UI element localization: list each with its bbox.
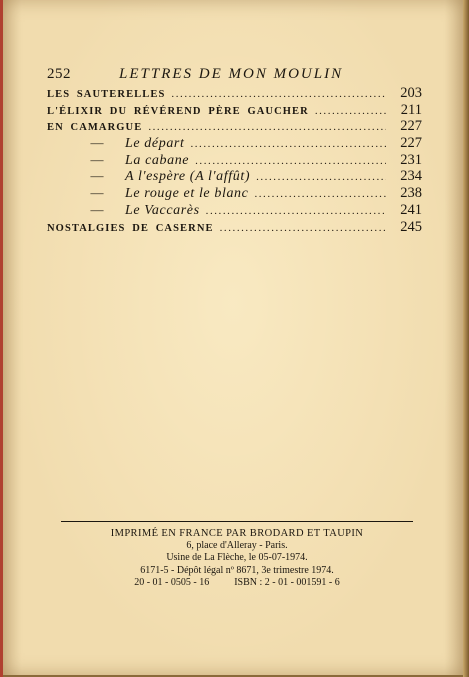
running-title: LETTRES DE MON MOULIN [119,66,344,82]
toc-entry-title: EN CAMARGUE [47,122,143,134]
toc-dot-leader [190,136,386,153]
table-of-contents [47,85,422,235]
toc-entry-title: L'ÉLIXIR DU RÉVÉREND PÈRE GAUCHER [47,105,309,117]
toc-entry-page: 203 [400,85,422,101]
toc-entry-page: 227 [400,135,422,152]
toc-entry-title: A l'espère (A l'affût) [125,169,251,185]
toc-entry [47,202,422,219]
toc-entry-page: 231 [400,151,422,168]
toc-entry-dash: — [90,151,104,167]
imprint-plant: Usine de La Flèche, le 05-07-1974. [166,552,308,564]
toc-entry [47,185,422,202]
toc-entry-page: 211 [400,101,422,118]
toc-entry-page: 227 [400,118,422,135]
toc-entry-title: Le rouge et le blanc [125,186,249,202]
toc-entry [47,152,422,169]
toc-dot-leader [220,220,386,237]
toc-entry-page: 234 [400,168,422,185]
toc-entry-page: 238 [400,185,422,202]
page-header [47,62,427,86]
toc-dot-leader [148,119,386,136]
toc-dot-leader [254,186,386,203]
toc-entry-title: Le Vaccarès [125,202,200,218]
imprint-printer: IMPRIMÉ EN FRANCE PAR BRODARD ET TAUPIN [110,528,364,539]
toc-dot-leader [315,103,386,120]
page-number: 252 [47,66,71,82]
toc-entry-dash: — [90,168,104,184]
toc-entry-title: LES SAUTERELLES [47,89,166,100]
toc-entry [47,102,422,119]
toc-dot-leader [195,153,386,170]
toc-entry [47,85,422,102]
toc-entry [47,219,422,236]
toc-entry-title: NOSTALGIES DE CASERNE [47,222,214,234]
imprint-codes: 20 - 01 - 0505 - 16 ISBN : 2 - 01 - 001591 - 6 [134,576,340,588]
toc-entry-title: La cabane [125,152,190,168]
toc-entry-title: Le départ [125,136,185,152]
toc-entry-dash: — [90,135,104,151]
toc-entry [47,135,422,152]
imprint-legal: 6171-5 - Dépôt légal nº 8671, 3e trimestre 1974. [140,564,334,576]
toc-dot-leader [256,169,386,186]
toc-entry-page: 245 [400,218,422,235]
toc-entry-page: 241 [400,201,422,218]
imprint-address: 6, place d'Alleray - Paris. [186,540,288,552]
toc-dot-leader [171,86,386,103]
toc-entry-dash: — [90,185,104,201]
toc-entry [47,118,422,135]
printer-imprint [47,528,427,589]
toc-entry-dash: — [90,201,104,217]
toc-entry [47,168,422,185]
imprint-rule [61,521,413,522]
page-edge-right [463,0,469,677]
toc-dot-leader [206,203,386,220]
